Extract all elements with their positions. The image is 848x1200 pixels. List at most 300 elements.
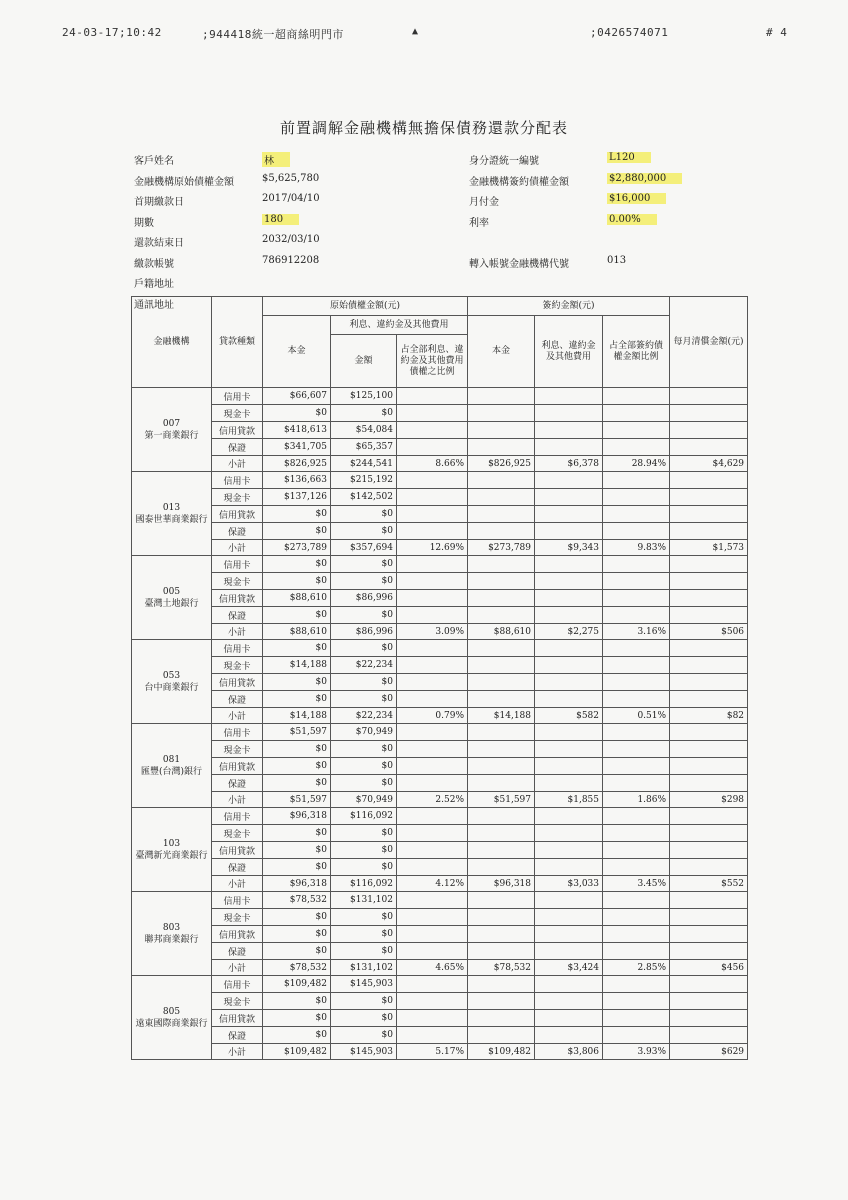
signed-ratio-cell: [603, 506, 670, 523]
header-amount: 金額: [331, 335, 397, 388]
interest-cell: $70,949: [331, 792, 397, 808]
interest-cell: $357,694: [331, 540, 397, 556]
signed-interest-cell: $9,343: [535, 540, 603, 556]
signed-ratio-cell: [603, 388, 670, 405]
interest-cell: $0: [331, 993, 397, 1010]
principal-cell: $0: [263, 523, 331, 540]
loan-type-cell: 小計: [212, 792, 263, 808]
bank-cell: [132, 976, 212, 1060]
bank-code: 053: [162, 670, 181, 681]
signed-principal-cell: $109,482: [468, 1044, 535, 1060]
signed-ratio-cell: [603, 842, 670, 859]
loan-type-cell: 信用貸款: [212, 758, 263, 775]
document-title: 前置調解金融機構無擔保債務還款分配表: [279, 119, 568, 137]
principal-cell: $14,188: [263, 708, 331, 724]
interest-cell: $0: [331, 607, 397, 624]
table-row: [132, 674, 748, 691]
interest-cell: $54,084: [331, 422, 397, 439]
signed-principal-cell: [468, 657, 535, 674]
signed-interest-cell: [535, 489, 603, 506]
bank-code: 805: [162, 1006, 181, 1017]
loan-type-cell: 保證: [212, 439, 263, 456]
principal-cell: $66,607: [263, 388, 331, 405]
principal-cell: $418,613: [263, 422, 331, 439]
signed-ratio-cell: [603, 657, 670, 674]
monthly-cell: [670, 607, 748, 624]
header-monthly: 每月清償金額(元): [670, 297, 748, 388]
signed-interest-cell: [535, 976, 603, 993]
ratio-cell: [397, 825, 468, 842]
header-signed-principal: 本金: [468, 316, 535, 388]
info-value: 013: [607, 254, 627, 266]
monthly-cell: [670, 758, 748, 775]
interest-cell: $22,234: [331, 708, 397, 724]
interest-cell: $125,100: [331, 388, 397, 405]
subtotal-row: [132, 792, 748, 808]
principal-cell: $51,597: [263, 724, 331, 741]
interest-cell: $0: [331, 943, 397, 960]
signed-ratio-cell: [603, 422, 670, 439]
interest-cell: $0: [331, 909, 397, 926]
signed-ratio-cell: [603, 472, 670, 489]
principal-cell: $0: [263, 691, 331, 708]
bank-code: 013: [162, 502, 181, 513]
table-row: [132, 909, 748, 926]
interest-cell: $131,102: [331, 892, 397, 909]
interest-cell: $0: [331, 741, 397, 758]
principal-cell: $341,705: [263, 439, 331, 456]
info-label: 利率: [469, 217, 489, 229]
bank-name: 匯豐(台灣)銀行: [140, 766, 203, 777]
loan-type-cell: 信用貸款: [212, 422, 263, 439]
signed-ratio-cell: [603, 775, 670, 792]
signed-principal-cell: [468, 842, 535, 859]
bank-name: 台中商業銀行: [144, 682, 199, 693]
principal-cell: $0: [263, 758, 331, 775]
info-label: 通訊地址: [134, 299, 174, 311]
loan-type-cell: 小計: [212, 1044, 263, 1060]
bank-name: 臺灣土地銀行: [144, 598, 199, 609]
signed-interest-cell: [535, 859, 603, 876]
signed-interest-cell: [535, 573, 603, 590]
bank-name: 國泰世華商業銀行: [135, 514, 208, 525]
principal-cell: $51,597: [263, 792, 331, 808]
signed-principal-cell: [468, 859, 535, 876]
signed-principal-cell: [468, 674, 535, 691]
signed-ratio-cell: [603, 523, 670, 540]
ratio-cell: [397, 405, 468, 422]
table-row: [132, 926, 748, 943]
ratio-cell: [397, 691, 468, 708]
signed-ratio-cell: [603, 741, 670, 758]
fax-page-number: # 4: [766, 26, 788, 39]
info-label: 月付金: [469, 197, 499, 208]
interest-cell: $0: [331, 926, 397, 943]
signed-interest-cell: [535, 1010, 603, 1027]
loan-type-cell: 信用貸款: [212, 842, 263, 859]
monthly-cell: [670, 506, 748, 523]
monthly-cell: [670, 808, 748, 825]
ratio-cell: [397, 976, 468, 993]
header-original: 原始債權金額(元): [263, 297, 468, 316]
ratio-cell: [397, 506, 468, 523]
signed-principal-cell: [468, 573, 535, 590]
signed-ratio-cell: [603, 724, 670, 741]
interest-cell: $215,192: [331, 472, 397, 489]
interest-cell: $145,903: [331, 1044, 397, 1060]
loan-type-cell: 小計: [212, 456, 263, 472]
signed-ratio-cell: [603, 909, 670, 926]
interest-cell: $142,502: [331, 489, 397, 506]
ratio-cell: [397, 741, 468, 758]
signed-interest-cell: [535, 523, 603, 540]
interest-cell: $0: [331, 1010, 397, 1027]
interest-cell: $116,092: [331, 876, 397, 892]
monthly-cell: $456: [670, 960, 748, 976]
subtotal-row: [132, 456, 748, 472]
principal-cell: $78,532: [263, 960, 331, 976]
bank-cell: [132, 808, 212, 892]
table-row: [132, 859, 748, 876]
table-row: [132, 506, 748, 523]
bank-cell: [132, 388, 212, 472]
info-value: $16,000: [607, 193, 666, 204]
table-row: [132, 489, 748, 506]
header-interest-group: 利息、違約金及其他費用: [331, 316, 468, 335]
interest-cell: $145,903: [331, 976, 397, 993]
ratio-cell: [397, 472, 468, 489]
signed-principal-cell: $826,925: [468, 456, 535, 472]
ratio-cell: 12.69%: [397, 540, 468, 556]
signed-ratio-cell: [603, 405, 670, 422]
table-row: [132, 724, 748, 741]
table-row: [132, 1010, 748, 1027]
signed-ratio-cell: 0.51%: [603, 708, 670, 724]
principal-cell: $0: [263, 926, 331, 943]
signed-principal-cell: [468, 405, 535, 422]
monthly-cell: [670, 556, 748, 573]
loan-type-cell: 現金卡: [212, 489, 263, 506]
monthly-cell: [670, 842, 748, 859]
loan-type-cell: 信用卡: [212, 640, 263, 657]
signed-interest-cell: [535, 472, 603, 489]
monthly-cell: [670, 439, 748, 456]
monthly-cell: $629: [670, 1044, 748, 1060]
principal-cell: $136,663: [263, 472, 331, 489]
signed-ratio-cell: 1.86%: [603, 792, 670, 808]
monthly-cell: [670, 422, 748, 439]
info-value: 2032/03/10: [262, 234, 320, 245]
principal-cell: $109,482: [263, 976, 331, 993]
loan-type-cell: 保證: [212, 691, 263, 708]
ratio-cell: 8.66%: [397, 456, 468, 472]
ratio-cell: [397, 1027, 468, 1044]
signed-principal-cell: [468, 926, 535, 943]
table-row: [132, 422, 748, 439]
bank-cell: [132, 724, 212, 808]
interest-cell: $0: [331, 1027, 397, 1044]
signed-interest-cell: [535, 926, 603, 943]
loan-type-cell: 小計: [212, 624, 263, 640]
interest-cell: $0: [331, 842, 397, 859]
signed-principal-cell: [468, 556, 535, 573]
signed-interest-cell: [535, 405, 603, 422]
principal-cell: $109,482: [263, 1044, 331, 1060]
signed-ratio-cell: [603, 943, 670, 960]
monthly-cell: [670, 724, 748, 741]
loan-type-cell: 現金卡: [212, 741, 263, 758]
info-value: 2017/04/10: [262, 193, 320, 204]
signed-principal-cell: $273,789: [468, 540, 535, 556]
signed-interest-cell: [535, 943, 603, 960]
interest-cell: $0: [331, 405, 397, 422]
interest-cell: $86,996: [331, 590, 397, 607]
fax-time: 24-03-17;10:42: [62, 26, 162, 39]
signed-ratio-cell: [603, 439, 670, 456]
signed-principal-cell: [468, 909, 535, 926]
signed-ratio-cell: [603, 607, 670, 624]
ratio-cell: [397, 993, 468, 1010]
monthly-cell: [670, 590, 748, 607]
monthly-cell: [670, 859, 748, 876]
signed-interest-cell: $3,424: [535, 960, 603, 976]
header-signed: 簽約金額(元): [468, 297, 670, 316]
signed-ratio-cell: [603, 825, 670, 842]
loan-type-cell: 信用卡: [212, 556, 263, 573]
ratio-cell: [397, 724, 468, 741]
principal-cell: $273,789: [263, 540, 331, 556]
table-row: [132, 388, 748, 405]
info-label: 還款結束日: [134, 238, 184, 249]
principal-cell: $88,610: [263, 624, 331, 640]
signed-interest-cell: [535, 506, 603, 523]
ratio-cell: [397, 439, 468, 456]
monthly-cell: $298: [670, 792, 748, 808]
info-label: 繳款帳號: [134, 258, 174, 270]
header-signed-interest: 利息、違約金及其他費用: [535, 316, 603, 388]
loan-type-cell: 現金卡: [212, 657, 263, 674]
signed-interest-cell: [535, 556, 603, 573]
signed-ratio-cell: [603, 489, 670, 506]
ratio-cell: [397, 1010, 468, 1027]
ratio-cell: [397, 926, 468, 943]
interest-cell: $70,949: [331, 724, 397, 741]
table-row: [132, 405, 748, 422]
signed-ratio-cell: [603, 859, 670, 876]
info-label: 金融機構原始債權金額: [134, 176, 234, 188]
signed-principal-cell: $96,318: [468, 876, 535, 892]
signed-principal-cell: [468, 506, 535, 523]
signed-principal-cell: $14,188: [468, 708, 535, 724]
monthly-cell: [670, 909, 748, 926]
principal-cell: $137,126: [263, 489, 331, 506]
bank-cell: [132, 892, 212, 976]
signed-interest-cell: [535, 1027, 603, 1044]
interest-cell: $244,541: [331, 456, 397, 472]
subtotal-row: [132, 1044, 748, 1060]
info-value: $5,625,780: [262, 172, 320, 184]
interest-cell: $86,996: [331, 624, 397, 640]
info-label: 期數: [134, 217, 154, 229]
signed-principal-cell: [468, 993, 535, 1010]
loan-type-cell: 信用貸款: [212, 590, 263, 607]
principal-cell: $0: [263, 859, 331, 876]
table-row: [132, 808, 748, 825]
principal-cell: $0: [263, 674, 331, 691]
table-row: [132, 993, 748, 1010]
principal-cell: $0: [263, 640, 331, 657]
signed-principal-cell: [468, 943, 535, 960]
monthly-cell: [670, 657, 748, 674]
signed-principal-cell: [468, 892, 535, 909]
bank-code: 103: [162, 838, 181, 849]
signed-interest-cell: [535, 590, 603, 607]
interest-cell: $0: [331, 506, 397, 523]
loan-type-cell: 小計: [212, 960, 263, 976]
subtotal-row: [132, 708, 748, 724]
monthly-cell: [670, 674, 748, 691]
fax-header: [62, 26, 802, 42]
signed-ratio-cell: [603, 640, 670, 657]
info-label: 金融機構簽約債權金額: [469, 176, 569, 188]
interest-cell: $0: [331, 523, 397, 540]
info-label: 身分證統一編號: [469, 156, 539, 167]
principal-cell: $78,532: [263, 892, 331, 909]
ratio-cell: [397, 892, 468, 909]
signed-interest-cell: [535, 657, 603, 674]
signed-interest-cell: $1,855: [535, 792, 603, 808]
table-row: [132, 691, 748, 708]
principal-cell: $0: [263, 775, 331, 792]
table-row: [132, 943, 748, 960]
table-row: [132, 1027, 748, 1044]
table-row: [132, 556, 748, 573]
signed-ratio-cell: 2.85%: [603, 960, 670, 976]
info-label: 戶籍地址: [134, 279, 174, 290]
monthly-cell: [670, 472, 748, 489]
subtotal-row: [132, 540, 748, 556]
table-row: [132, 590, 748, 607]
info-value: 林: [262, 152, 290, 167]
table-row: [132, 825, 748, 842]
interest-cell: $0: [331, 859, 397, 876]
subtotal-row: [132, 960, 748, 976]
loan-type-cell: 信用貸款: [212, 506, 263, 523]
signed-principal-cell: $78,532: [468, 960, 535, 976]
monthly-cell: [670, 976, 748, 993]
info-label: 客戶姓名: [134, 156, 174, 167]
signed-interest-cell: [535, 422, 603, 439]
signed-principal-cell: [468, 523, 535, 540]
ratio-cell: [397, 556, 468, 573]
signed-interest-cell: [535, 842, 603, 859]
signed-interest-cell: $2,275: [535, 624, 603, 640]
signed-ratio-cell: 9.83%: [603, 540, 670, 556]
signed-principal-cell: [468, 691, 535, 708]
monthly-cell: [670, 523, 748, 540]
monthly-cell: [670, 489, 748, 506]
loan-type-cell: 小計: [212, 708, 263, 724]
monthly-cell: [670, 388, 748, 405]
signed-ratio-cell: [603, 976, 670, 993]
fax-sender: ;944418統一超商絲明門市: [202, 28, 344, 41]
signed-interest-cell: [535, 808, 603, 825]
signed-principal-cell: [468, 724, 535, 741]
loan-type-cell: 現金卡: [212, 909, 263, 926]
signed-interest-cell: [535, 439, 603, 456]
principal-cell: $0: [263, 741, 331, 758]
table-row: [132, 573, 748, 590]
principal-cell: $0: [263, 506, 331, 523]
signed-ratio-cell: [603, 926, 670, 943]
signed-ratio-cell: [603, 993, 670, 1010]
ratio-cell: 3.09%: [397, 624, 468, 640]
signed-interest-cell: [535, 691, 603, 708]
allocation-table: [131, 296, 748, 1060]
table-row: [132, 523, 748, 540]
fax-mark-icon: ▲: [412, 26, 419, 37]
principal-cell: $0: [263, 573, 331, 590]
signed-ratio-cell: 3.16%: [603, 624, 670, 640]
table-row: [132, 741, 748, 758]
monthly-cell: [670, 943, 748, 960]
loan-type-cell: 信用貸款: [212, 674, 263, 691]
ratio-cell: [397, 909, 468, 926]
principal-cell: $88,610: [263, 590, 331, 607]
signed-principal-cell: [468, 472, 535, 489]
monthly-cell: [670, 1010, 748, 1027]
signed-principal-cell: [468, 439, 535, 456]
signed-interest-cell: $3,806: [535, 1044, 603, 1060]
ratio-cell: [397, 607, 468, 624]
bank-name: 第一商業銀行: [144, 430, 199, 441]
signed-principal-cell: [468, 775, 535, 792]
table-row: [132, 758, 748, 775]
monthly-cell: [670, 825, 748, 842]
ratio-cell: 2.52%: [397, 792, 468, 808]
signed-interest-cell: [535, 607, 603, 624]
signed-interest-cell: [535, 825, 603, 842]
loan-type-cell: 現金卡: [212, 825, 263, 842]
interest-cell: $0: [331, 691, 397, 708]
interest-cell: $0: [331, 775, 397, 792]
table-row: [132, 892, 748, 909]
bank-code: 007: [162, 418, 181, 429]
loan-type-cell: 小計: [212, 540, 263, 556]
ratio-cell: 4.12%: [397, 876, 468, 892]
signed-interest-cell: [535, 892, 603, 909]
interest-cell: $0: [331, 825, 397, 842]
ratio-cell: [397, 422, 468, 439]
interest-cell: $116,092: [331, 808, 397, 825]
signed-ratio-cell: 3.45%: [603, 876, 670, 892]
interest-cell: $22,234: [331, 657, 397, 674]
ratio-cell: [397, 388, 468, 405]
ratio-cell: [397, 489, 468, 506]
ratio-cell: [397, 842, 468, 859]
signed-principal-cell: [468, 741, 535, 758]
header-bank: 金融機構: [132, 297, 212, 388]
ratio-cell: [397, 943, 468, 960]
monthly-cell: $82: [670, 708, 748, 724]
principal-cell: $0: [263, 993, 331, 1010]
loan-type-cell: 信用卡: [212, 892, 263, 909]
ratio-cell: 5.17%: [397, 1044, 468, 1060]
principal-cell: $0: [263, 825, 331, 842]
info-value: $2,880,000: [607, 173, 682, 184]
signed-principal-cell: $51,597: [468, 792, 535, 808]
loan-type-cell: 保證: [212, 523, 263, 540]
